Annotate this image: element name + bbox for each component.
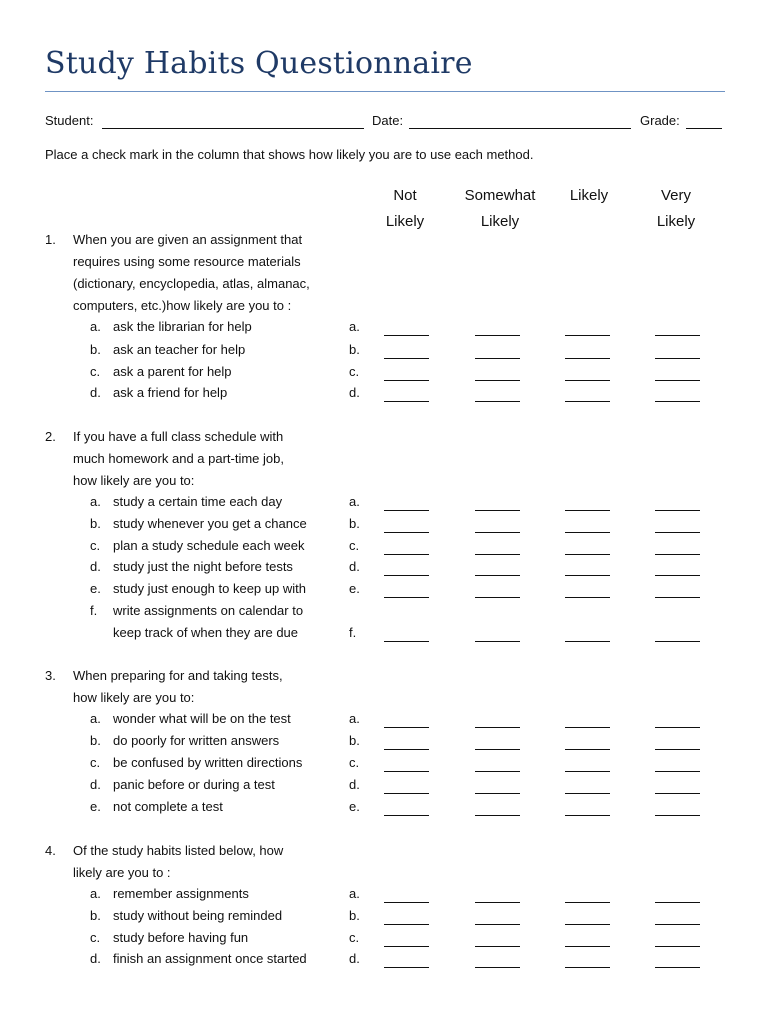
answer-blank[interactable] <box>384 358 429 359</box>
answer-blank[interactable] <box>475 401 520 402</box>
column-header-line: Likely <box>656 213 696 230</box>
answer-blank[interactable] <box>565 335 610 336</box>
item-letter: a. <box>90 711 101 726</box>
item-letter: c. <box>90 930 101 945</box>
item-tag: a. <box>349 494 360 509</box>
item-tag: d. <box>349 777 360 792</box>
answer-blank[interactable] <box>565 641 610 642</box>
item-letter: f. <box>90 603 98 618</box>
answer-blank[interactable] <box>655 575 700 576</box>
item-text: ask a friend for help <box>113 385 228 400</box>
item-tag: b. <box>349 516 360 531</box>
question-text: When preparing for and taking tests, <box>73 668 283 683</box>
question-text: requires using some resource materials <box>73 254 301 269</box>
question-text: much homework and a part-time job, <box>73 451 284 466</box>
answer-blank[interactable] <box>655 380 700 381</box>
item-text: ask a parent for help <box>113 364 232 379</box>
item-letter: d. <box>90 777 101 792</box>
item-text: finish an assignment once started <box>113 951 307 966</box>
item-tag: d. <box>349 559 360 574</box>
question-text: how likely are you to: <box>73 690 195 705</box>
answer-blank[interactable] <box>565 771 610 772</box>
column-header-line: Somewhat <box>464 187 536 204</box>
answer-blank[interactable] <box>655 358 700 359</box>
item-text: study before having fun <box>113 930 249 945</box>
item-letter: b. <box>90 733 101 748</box>
item-tag: c. <box>349 364 360 379</box>
item-tag: b. <box>349 908 360 923</box>
answer-blank[interactable] <box>565 815 610 816</box>
column-header-line: Likely <box>480 213 520 230</box>
column-header-very-likely <box>631 183 721 235</box>
answer-blank[interactable] <box>475 532 520 533</box>
answer-blank[interactable] <box>475 771 520 772</box>
question-number: 4. <box>45 843 56 858</box>
item-letter: a. <box>90 319 101 334</box>
item-letter: a. <box>90 886 101 901</box>
item-tag: a. <box>349 711 360 726</box>
item-tag: d. <box>349 385 360 400</box>
column-header-not-likely <box>360 183 450 235</box>
answer-blank[interactable] <box>655 554 700 555</box>
item-letter: b. <box>90 342 101 357</box>
page-title: Study Habits Questionnaire <box>45 46 473 81</box>
answer-blank[interactable] <box>475 924 520 925</box>
answer-blank[interactable] <box>384 727 429 728</box>
answer-blank[interactable] <box>565 793 610 794</box>
answer-blank[interactable] <box>655 401 700 402</box>
answer-blank[interactable] <box>655 335 700 336</box>
grade-field[interactable] <box>686 128 722 129</box>
answer-blank[interactable] <box>655 532 700 533</box>
answer-blank[interactable] <box>384 335 429 336</box>
answer-blank[interactable] <box>475 793 520 794</box>
item-text: plan a study schedule each week <box>113 538 305 553</box>
answer-blank[interactable] <box>384 597 429 598</box>
question-text: When you are given an assignment that <box>73 232 303 247</box>
answer-blank[interactable] <box>475 902 520 903</box>
item-tag: c. <box>349 930 360 945</box>
answer-blank[interactable] <box>475 380 520 381</box>
answer-blank[interactable] <box>655 902 700 903</box>
answer-blank[interactable] <box>384 946 429 947</box>
item-tag: a. <box>349 886 360 901</box>
date-field[interactable] <box>409 128 631 129</box>
answer-blank[interactable] <box>565 380 610 381</box>
answer-blank[interactable] <box>384 771 429 772</box>
answer-blank[interactable] <box>475 967 520 968</box>
column-header-line: Not <box>393 187 417 204</box>
item-text: study without being reminded <box>113 908 283 923</box>
question-text: likely are you to : <box>73 865 171 880</box>
item-tag: c. <box>349 538 360 553</box>
answer-blank[interactable] <box>475 727 520 728</box>
answer-blank[interactable] <box>565 967 610 968</box>
answer-blank[interactable] <box>565 532 610 533</box>
item-text: study a certain time each day <box>113 494 283 509</box>
instructions: Place a check mark in the column that shows how likely you are to use each method. <box>45 147 534 162</box>
column-header-line: Likely <box>569 187 609 204</box>
answer-blank[interactable] <box>565 597 610 598</box>
item-letter: d. <box>90 385 101 400</box>
answer-blank[interactable] <box>655 924 700 925</box>
item-text: wonder what will be on the test <box>113 711 291 726</box>
title-divider <box>45 91 725 92</box>
item-text: ask the librarian for help <box>113 319 252 334</box>
item-letter: e. <box>90 581 101 596</box>
answer-blank[interactable] <box>655 749 700 750</box>
answer-blank[interactable] <box>655 641 700 642</box>
item-letter: c. <box>90 755 101 770</box>
answer-blank[interactable] <box>384 510 429 511</box>
answer-blank[interactable] <box>565 946 610 947</box>
item-text: ask an teacher for help <box>113 342 246 357</box>
answer-blank[interactable] <box>475 554 520 555</box>
item-text: keep track of when they are due <box>113 625 299 640</box>
item-text: study just the night before tests <box>113 559 293 574</box>
item-letter: d. <box>90 951 101 966</box>
item-text: be confused by written directions <box>113 755 303 770</box>
answer-blank[interactable] <box>384 641 429 642</box>
student-field[interactable] <box>102 128 364 129</box>
item-tag: b. <box>349 342 360 357</box>
answer-blank[interactable] <box>565 575 610 576</box>
column-header-line: Very <box>660 187 691 204</box>
answer-blank[interactable] <box>384 575 429 576</box>
item-tag: f. <box>349 625 357 640</box>
answer-blank[interactable] <box>475 641 520 642</box>
answer-blank[interactable] <box>475 510 520 511</box>
answer-blank[interactable] <box>655 967 700 968</box>
answer-blank[interactable] <box>475 749 520 750</box>
item-tag: e. <box>349 581 360 596</box>
item-letter: a. <box>90 494 101 509</box>
answer-blank[interactable] <box>475 597 520 598</box>
item-letter: d. <box>90 559 101 574</box>
answer-blank[interactable] <box>384 924 429 925</box>
item-letter: b. <box>90 516 101 531</box>
item-text: write assignments on calendar to <box>113 603 304 618</box>
answer-blank[interactable] <box>475 358 520 359</box>
column-header-line: Likely <box>385 213 425 230</box>
question-text: computers, etc.)how likely are you to : <box>73 298 292 313</box>
answer-blank[interactable] <box>565 749 610 750</box>
answer-blank[interactable] <box>565 554 610 555</box>
item-tag: b. <box>349 733 360 748</box>
question-number: 1. <box>45 232 56 247</box>
answer-blank[interactable] <box>655 815 700 816</box>
answer-blank[interactable] <box>384 532 429 533</box>
item-text: study whenever you get a chance <box>113 516 307 531</box>
answer-blank[interactable] <box>475 946 520 947</box>
item-letter: c. <box>90 364 101 379</box>
question-text: (dictionary, encyclopedia, atlas, almanac, <box>73 276 310 291</box>
item-tag: a. <box>349 319 360 334</box>
answer-blank[interactable] <box>384 380 429 381</box>
student-label: Student: <box>45 113 94 128</box>
answer-blank[interactable] <box>565 924 610 925</box>
answer-blank[interactable] <box>565 358 610 359</box>
answer-blank[interactable] <box>475 815 520 816</box>
question-number: 2. <box>45 429 56 444</box>
date-label: Date: <box>372 113 404 128</box>
answer-blank[interactable] <box>565 510 610 511</box>
item-letter: b. <box>90 908 101 923</box>
answer-blank[interactable] <box>655 793 700 794</box>
answer-blank[interactable] <box>384 902 429 903</box>
answer-blank[interactable] <box>384 793 429 794</box>
item-tag: c. <box>349 755 360 770</box>
answer-blank[interactable] <box>565 727 610 728</box>
item-tag: d. <box>349 951 360 966</box>
answer-blank[interactable] <box>475 575 520 576</box>
answer-blank[interactable] <box>565 902 610 903</box>
item-letter: c. <box>90 538 101 553</box>
question-number: 3. <box>45 668 56 683</box>
answer-blank[interactable] <box>655 597 700 598</box>
question-text: If you have a full class schedule with <box>73 429 284 444</box>
item-letter: e. <box>90 799 101 814</box>
answer-blank[interactable] <box>565 401 610 402</box>
answer-blank[interactable] <box>384 554 429 555</box>
column-header-somewhat-likely <box>455 183 545 235</box>
answer-blank[interactable] <box>655 771 700 772</box>
answer-blank[interactable] <box>655 510 700 511</box>
grade-label: Grade: <box>640 113 680 128</box>
item-text: do poorly for written answers <box>113 733 280 748</box>
item-text: remember assignments <box>113 886 249 901</box>
answer-blank[interactable] <box>384 967 429 968</box>
answer-blank[interactable] <box>384 401 429 402</box>
answer-blank[interactable] <box>655 946 700 947</box>
item-tag: e. <box>349 799 360 814</box>
item-text: study just enough to keep up with <box>113 581 306 596</box>
answer-blank[interactable] <box>475 335 520 336</box>
answer-blank[interactable] <box>384 749 429 750</box>
answer-blank[interactable] <box>384 815 429 816</box>
answer-blank[interactable] <box>655 727 700 728</box>
item-text: not complete a test <box>113 799 223 814</box>
question-text: Of the study habits listed below, how <box>73 843 284 858</box>
item-text: panic before or during a test <box>113 777 275 792</box>
column-header-likely <box>544 183 634 209</box>
question-text: how likely are you to: <box>73 473 195 488</box>
